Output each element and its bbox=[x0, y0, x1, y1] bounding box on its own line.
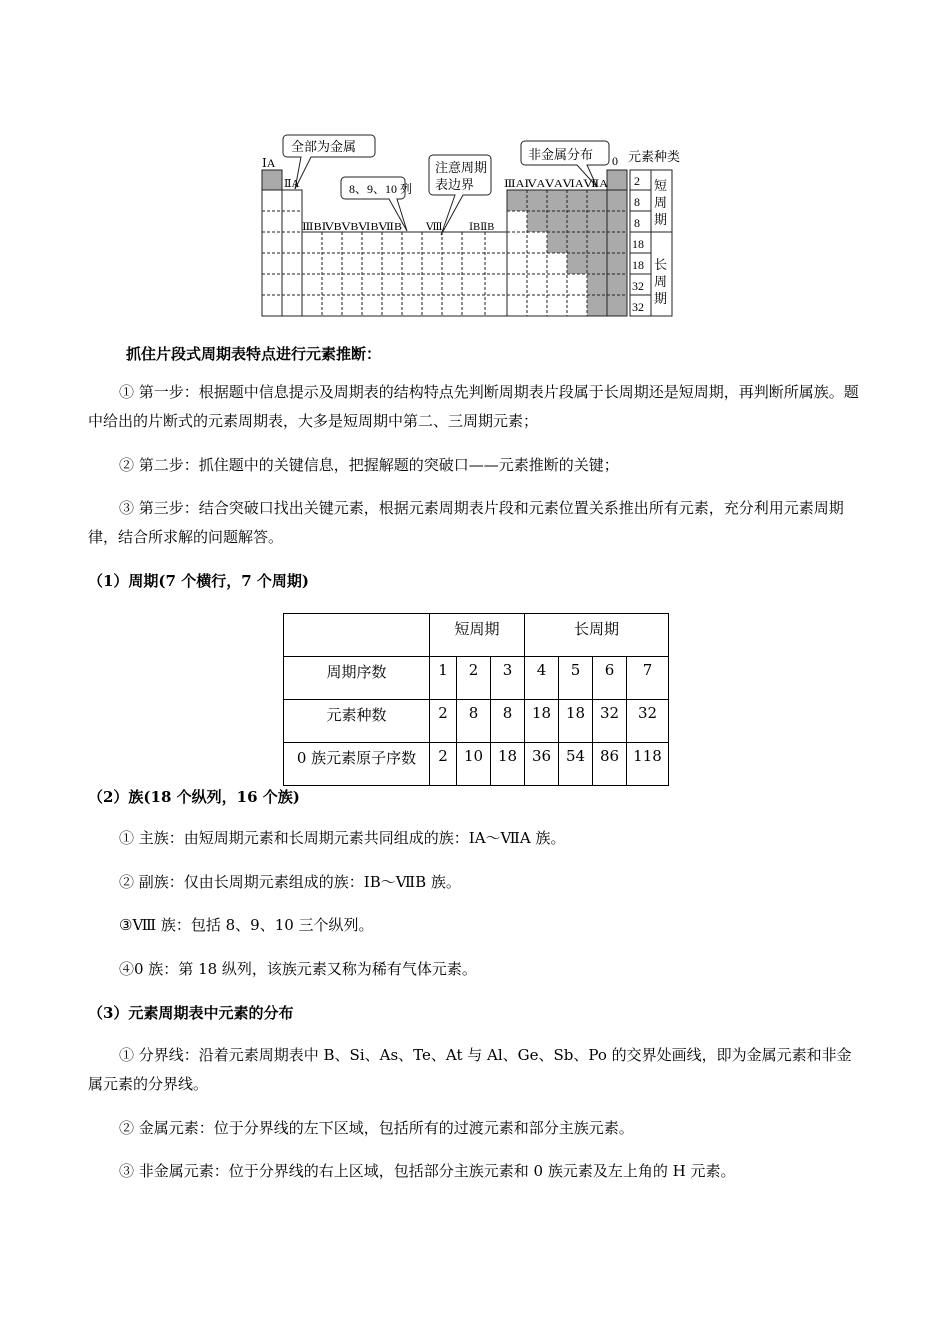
section-2-title: （2）族(18 个纵列，16 个族) bbox=[88, 788, 300, 806]
label-groups-IIIA-VIIA: ⅢAⅣAⅤAⅥAⅦA bbox=[504, 179, 609, 190]
table-cell: 2 bbox=[430, 743, 457, 786]
table-cell: 1 bbox=[430, 657, 457, 700]
callout-all-metal: 全部为金属 bbox=[291, 139, 357, 154]
label-groups-IB-IIB: ⅠBⅡB bbox=[469, 222, 495, 233]
short-period-char-1: 短 bbox=[654, 178, 668, 193]
table-cell: 118 bbox=[627, 743, 669, 786]
row-label: 周期序数 bbox=[284, 657, 430, 700]
table-cell: 5 bbox=[559, 657, 593, 700]
short-period-char-3: 期 bbox=[654, 212, 668, 227]
row-label: 0 族元素原子序数 bbox=[284, 743, 430, 786]
label-element-count-header: 元素种类 bbox=[628, 149, 681, 164]
long-period-char-2: 周 bbox=[654, 274, 668, 289]
section-heading: 抓住片段式周期表特点进行元素推断： bbox=[126, 345, 382, 363]
callout-nonmetal: 非金属分布 bbox=[528, 147, 594, 162]
periodic-table-figure bbox=[255, 133, 695, 323]
table-cell: 54 bbox=[559, 743, 593, 786]
step-3: ③ 第三步：结合突破口找出关键元素，根据元素周期表片段和元素位置关系推出所有元素，充分利用元素周期律，结合所求解的问题解答。 bbox=[88, 499, 844, 546]
table-cell: 32 bbox=[627, 700, 669, 743]
callout-note-line2: 表边界 bbox=[435, 177, 475, 192]
label-group-IIA: ⅡA bbox=[284, 178, 300, 190]
table-cell: 2 bbox=[457, 657, 491, 700]
count-period-4: 18 bbox=[632, 237, 644, 251]
distribution-item-3: ③ 非金属元素：位于分界线的右上区域，包括部分主族元素和 0 族元素及左上角的 H 元素。 bbox=[119, 1162, 736, 1180]
step-2: ② 第二步：抓住题中的关键信息，把握解题的突破口——元素推断的关键； bbox=[119, 456, 619, 474]
header-long-period: 长周期 bbox=[525, 614, 669, 657]
count-period-6: 32 bbox=[632, 279, 644, 293]
group-item-1: ① 主族：由短周期元素和长周期元素共同组成的族：ⅠA～ⅦA 族。 bbox=[119, 829, 566, 847]
label-group-IA: ⅠA bbox=[262, 156, 276, 170]
step-1: ① 第一步：根据题中信息提示及周期表的结构特点先判断周期表片段属于长周期还是短周期，再判断所属族。题中给出的片断式的元素周期表，大多是短周期中第二、三周期元素； bbox=[88, 383, 859, 430]
table-cell: 18 bbox=[491, 743, 525, 786]
group-item-2: ② 副族：仅由长周期元素组成的族：ⅠB～ⅦB 族。 bbox=[119, 873, 461, 891]
table-cell: 18 bbox=[559, 700, 593, 743]
label-group-VIII: Ⅷ bbox=[426, 222, 443, 233]
count-period-3: 8 bbox=[634, 216, 640, 230]
period-table bbox=[283, 613, 669, 786]
distribution-item-2: ② 金属元素：位于分界线的左下区域，包括所有的过渡元素和部分主族元素。 bbox=[119, 1119, 634, 1137]
table-cell: 10 bbox=[457, 743, 491, 786]
group-item-4: ④0 族：第 18 纵列，该族元素又称为稀有气体元素。 bbox=[119, 960, 477, 978]
label-groups-IIIB-VIIB: ⅢBⅣBⅤBⅥBⅦB bbox=[302, 222, 402, 233]
row-label: 元素种数 bbox=[284, 700, 430, 743]
label-group-zero: 0 bbox=[612, 154, 618, 168]
table-row bbox=[284, 657, 669, 700]
section-3-title: （3）元素周期表中元素的分布 bbox=[88, 1004, 294, 1022]
header-short-period: 短周期 bbox=[430, 614, 525, 657]
table-cell: 3 bbox=[491, 657, 525, 700]
table-cell: 36 bbox=[525, 743, 559, 786]
table-corner-cell bbox=[284, 614, 430, 657]
table-cell: 32 bbox=[593, 700, 627, 743]
callout-cols-8-9-10: 8、9、10 列 bbox=[349, 182, 413, 196]
short-period-char-2: 周 bbox=[654, 195, 668, 210]
table-cell: 2 bbox=[430, 700, 457, 743]
table-header-row bbox=[284, 614, 669, 657]
count-period-7: 32 bbox=[632, 300, 644, 314]
long-period-char-3: 期 bbox=[654, 291, 668, 306]
table-cell: 6 bbox=[593, 657, 627, 700]
table-cell: 8 bbox=[457, 700, 491, 743]
table-row bbox=[284, 743, 669, 786]
callout-note-line1: 注意周期 bbox=[435, 160, 488, 175]
table-cell: 18 bbox=[525, 700, 559, 743]
table-cell: 8 bbox=[491, 700, 525, 743]
distribution-item-1: ① 分界线：沿着元素周期表中 B、Si、As、Te、At 与 Al、Ge、Sb、Po 的交界处画线，即为金属元素和非金属元素的分界线。 bbox=[88, 1046, 852, 1093]
count-period-1: 2 bbox=[634, 174, 640, 188]
count-period-5: 18 bbox=[632, 258, 644, 272]
long-period-char-1: 长 bbox=[654, 257, 668, 272]
table-cell: 4 bbox=[525, 657, 559, 700]
table-cell: 7 bbox=[627, 657, 669, 700]
table-cell: 86 bbox=[593, 743, 627, 786]
count-period-2: 8 bbox=[634, 195, 640, 209]
section-1-title: （1）周期(7 个横行，7 个周期) bbox=[88, 572, 309, 590]
group-item-3: ③Ⅷ 族：包括 8、9、10 三个纵列。 bbox=[119, 916, 374, 934]
table-row bbox=[284, 700, 669, 743]
